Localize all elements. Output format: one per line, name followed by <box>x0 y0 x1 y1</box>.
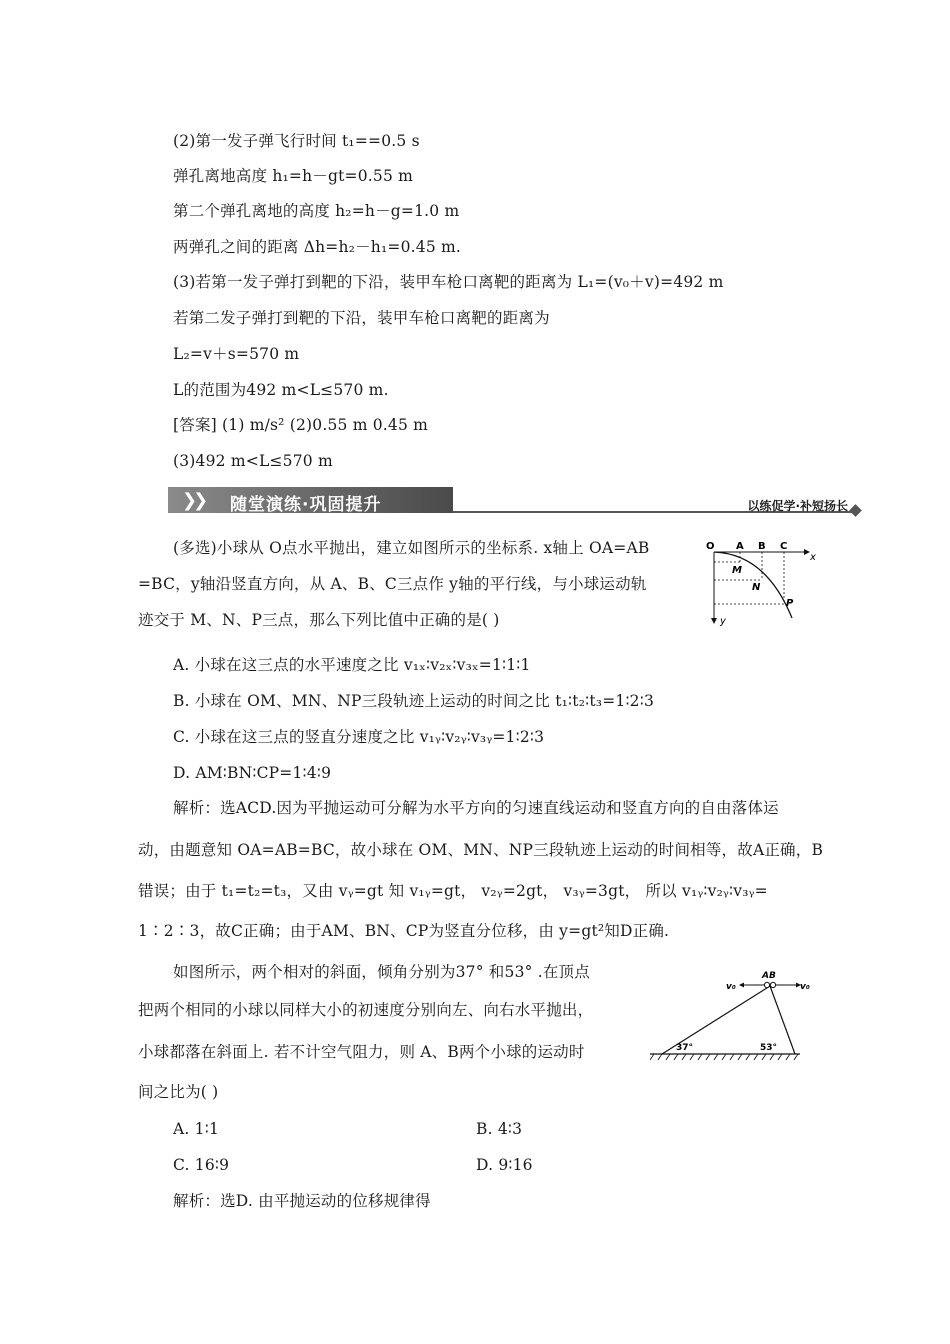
q1-stem-line-1: (多选)小球从 O点水平抛出，建立如图所示的坐标系. x轴上 OA=AB <box>173 539 650 557</box>
solution-line-hole-distance: 两弹孔之间的距离 Δh=h₂－h₁=0.45 m. <box>173 238 462 256</box>
label-m: M <box>732 565 742 576</box>
solution-line-l2: L₂=v＋s=570 m <box>173 345 300 363</box>
left-arrowhead-icon <box>739 983 744 988</box>
q1-option-b: B. 小球在 OM、MN、NP三段轨迹上运动的时间之比 t₁∶t₂∶t₃=1∶2∶3 <box>173 692 655 710</box>
label-o: O <box>706 541 715 552</box>
solution-line-second-shot: 若第二发子弹打到靶的下沿，装甲车枪口离靶的距离为 <box>173 309 550 327</box>
q1-stem-line-3: 迹交于 M、N、P三点，那么下列比值中正确的是( ) <box>138 611 500 629</box>
q2-stem-line-1: 如图所示，两个相对的斜面，倾角分别为37° 和53° .在顶点 <box>173 963 590 981</box>
q2-analysis-line-1: 解析：选D. 由平抛运动的位移规律得 <box>173 1192 431 1210</box>
projectile-coordinate-figure <box>704 538 824 630</box>
q2-stem-line-2: 把两个相同的小球以同样大小的初速度分别向左、向右水平抛出， <box>138 1001 594 1019</box>
banner-title: 随堂演练·巩固提升 <box>230 495 382 515</box>
q1-option-c: C. 小球在这三点的竖直分速度之比 v₁ᵧ∶v₂ᵧ∶v₃ᵧ=1∶2∶3 <box>173 728 545 746</box>
label-ab: AB <box>762 971 776 981</box>
inclined-planes-figure <box>650 968 810 1064</box>
solution-line-range: L的范围为492 m<L≤570 m. <box>173 381 389 399</box>
label-a: A <box>736 541 744 552</box>
q2-option-a: A. 1∶1 <box>173 1120 220 1138</box>
label-n: N <box>752 582 761 593</box>
q1-analysis-line-1: 解析：选ACD.因为平抛运动可分解为水平方向的匀速直线运动和竖直方向的自由落体运 <box>173 799 779 817</box>
q2-option-b: B. 4∶3 <box>476 1120 523 1138</box>
solution-line-2-flight-time: (2)第一发子弹飞行时间 t₁==0.5 s <box>173 132 420 150</box>
q1-analysis-line-3: 错误；由于 t₁=t₂=t₃，又由 vᵧ=gt 知 v₁ᵧ=gt， v₂ᵧ=2gt， v₃ᵧ=3gt， 所以 v₁ᵧ∶v₂ᵧ∶v₃ᵧ= <box>138 882 768 900</box>
solution-line-3-first-shot: (3)若第一发子弹打到靶的下沿，装甲车枪口离靶的距离为 L₁=(v₀＋v)=492 m <box>173 273 724 291</box>
double-chevron-icon: ❯❯ <box>182 490 205 511</box>
section-banner <box>168 487 860 515</box>
q2-option-d: D. 9∶16 <box>476 1156 533 1174</box>
y-axis-arrow-icon <box>711 618 717 624</box>
label-c: C <box>780 541 788 552</box>
q2-option-c: C. 16∶9 <box>173 1156 230 1174</box>
label-y: y <box>720 616 726 627</box>
ground-hatching <box>650 1054 798 1060</box>
q1-stem-line-2: =BC，y轴沿竖直方向，从 A、B、C三点作 y轴的平行线，与小球运动轨 <box>138 575 647 593</box>
q1-option-d: D. AM∶BN∶CP=1∶4∶9 <box>173 764 332 782</box>
diamond-icon <box>849 504 862 517</box>
angle-53-label: 53° <box>760 1043 778 1053</box>
answer-line-2: (3)492 m<L≤570 m <box>173 452 333 470</box>
label-v0-left: v₀ <box>726 982 736 992</box>
ball-b <box>770 982 775 987</box>
label-p: P <box>786 598 794 609</box>
label-b: B <box>758 541 766 552</box>
q1-analysis-line-2: 动，由题意知 OA=AB=BC，故小球在 OM、MN、NP三段轨迹上运动的时间相等，故A正确，B <box>138 841 824 859</box>
answer-line-1: [答案] (1) m/s² (2)0.55 m 0.45 m <box>173 416 429 434</box>
solution-line-hole-height-2: 第二个弹孔离地的高度 h₂=h－g=1.0 m <box>173 202 460 220</box>
label-x: x <box>810 552 816 563</box>
q2-stem-line-4: 间之比为( ) <box>138 1083 219 1101</box>
q1-option-a: A. 小球在这三点的水平速度之比 v₁ₓ∶v₂ₓ∶v₃ₓ=1∶1∶1 <box>173 656 531 674</box>
ball-a <box>764 982 769 987</box>
q2-stem-line-3: 小球都落在斜面上. 若不计空气阻力，则 A、B两个小球的运动时 <box>138 1043 585 1061</box>
banner-slogan: 以练促学·补短扬长 <box>747 499 848 513</box>
solution-line-hole-height-1: 弹孔离地高度 h₁=h－gt=0.55 m <box>173 167 414 185</box>
angle-37-label: 37° <box>676 1043 694 1053</box>
label-v0-right: v₀ <box>800 982 810 992</box>
q1-analysis-line-4: 1∶2∶3，故C正确；由于AM、BN、CP为竖直分位移，由 y=gt²知D正确. <box>138 922 670 940</box>
